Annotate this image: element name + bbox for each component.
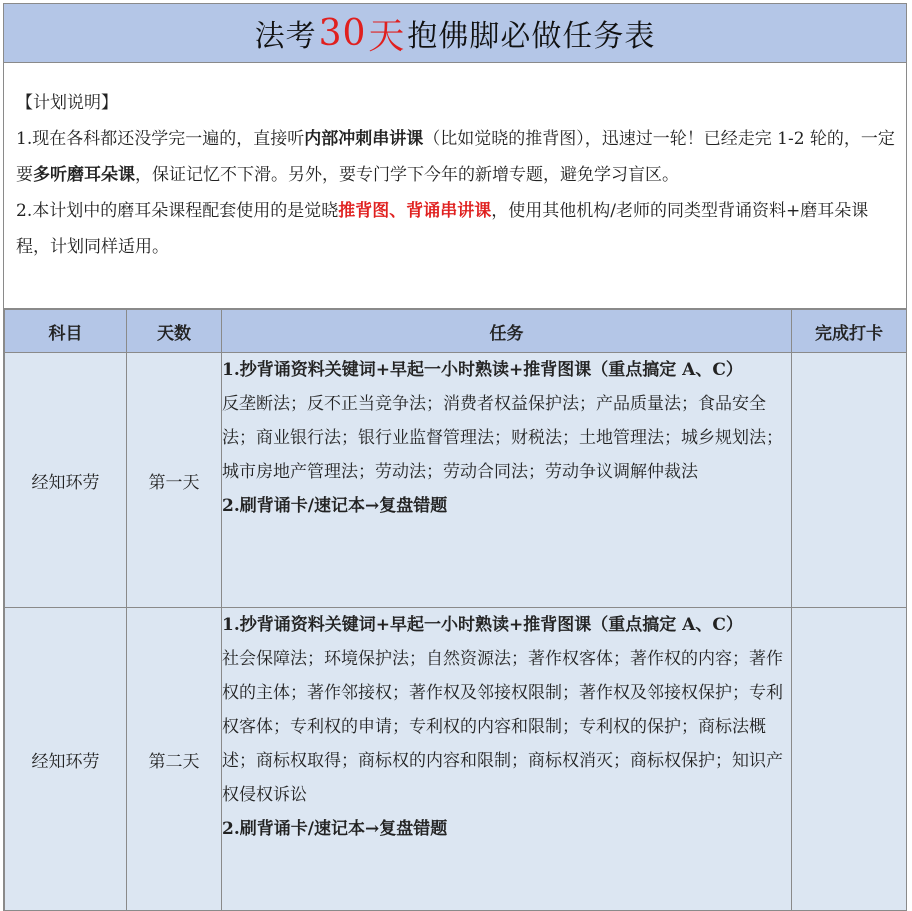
title-number: 30	[318, 12, 367, 54]
table-row	[5, 353, 907, 608]
day-cell: 第二天	[127, 608, 222, 911]
plan-notes	[4, 63, 906, 309]
notes-p1-text-2: （比如觉晓的推背图），迅速过一轮！已经走完 1-2 轮的，一定要	[16, 129, 895, 185]
task-step-2: 2.刷背诵卡/速记本→复盘错题	[222, 496, 448, 516]
task-cell	[222, 608, 792, 911]
table-header-row	[5, 310, 907, 353]
task-topic-list: 社会保障法；环境保护法；自然资源法；著作权客体；著作权的内容；著作权的主体；著作邻接权；著作权及邻接权限制；著作权及邻接权保护；专利权客体；专利权的申请；专利权的内容和限制；专利权的保护；商标法概述；商标权取得；商标权的内容和限制；商标权消灭；商标权保护；知识产权侵权诉讼	[222, 649, 783, 805]
notes-p2-text-1: 2.本计划中的磨耳朵课程配套使用的是觉晓	[16, 201, 339, 221]
title-prefix: 法考	[254, 19, 317, 54]
task-cell	[222, 353, 792, 608]
notes-p1-text-1: 1.现在各科都还没学完一遍的，直接听	[16, 129, 305, 149]
notes-p2-highlight: 推背图、背诵串讲课	[338, 201, 492, 221]
header-task: 任务	[222, 310, 792, 353]
page-title	[4, 3, 906, 63]
header-done: 完成打卡	[792, 310, 907, 353]
task-step-1: 1.抄背诵资料关键词+早起一小时熟读+推背图课（重点搞定 A、C）	[222, 360, 743, 380]
subject-cell: 经知环劳	[5, 353, 127, 608]
day-cell: 第一天	[127, 353, 222, 608]
checkin-cell[interactable]	[792, 353, 907, 608]
notes-p2-text-2: ，使用其他机构/老师的同类型背诵资料+磨耳朵课程，计划同样适用。	[16, 201, 869, 257]
title-suffix: 抱佛脚必做任务表	[407, 19, 656, 54]
table-row	[5, 608, 907, 911]
notes-heading: 【计划说明】	[16, 93, 118, 113]
subject-cell: 经知环劳	[5, 608, 127, 911]
task-table	[4, 309, 907, 911]
task-step-2: 2.刷背诵卡/速记本→复盘错题	[222, 819, 448, 839]
notes-paragraph-2	[16, 193, 898, 265]
task-topic-list: 反垄断法；反不正当竞争法；消费者权益保护法；产品质量法；食品安全法；商业银行法；银行业监督管理法；财税法；土地管理法；城乡规划法；城市房地产管理法；劳动法；劳动合同法；劳动争议调解仲裁法	[222, 394, 783, 482]
notes-paragraph-1	[16, 121, 898, 193]
header-subject: 科目	[5, 310, 127, 353]
task-step-1: 1.抄背诵资料关键词+早起一小时熟读+推背图课（重点搞定 A、C）	[222, 615, 743, 635]
notes-p1-bold-2: 多听磨耳朵课	[33, 165, 135, 185]
notes-p1-text-3: ，保证记忆不下滑。另外，要专门学下今年的新增专题，避免学习盲区。	[135, 165, 679, 185]
task-sheet	[3, 3, 907, 911]
notes-p1-bold-1: 内部冲刺串讲课	[304, 129, 424, 149]
title-unit: 天	[368, 15, 406, 57]
checkin-cell[interactable]	[792, 608, 907, 911]
header-days: 天数	[127, 310, 222, 353]
